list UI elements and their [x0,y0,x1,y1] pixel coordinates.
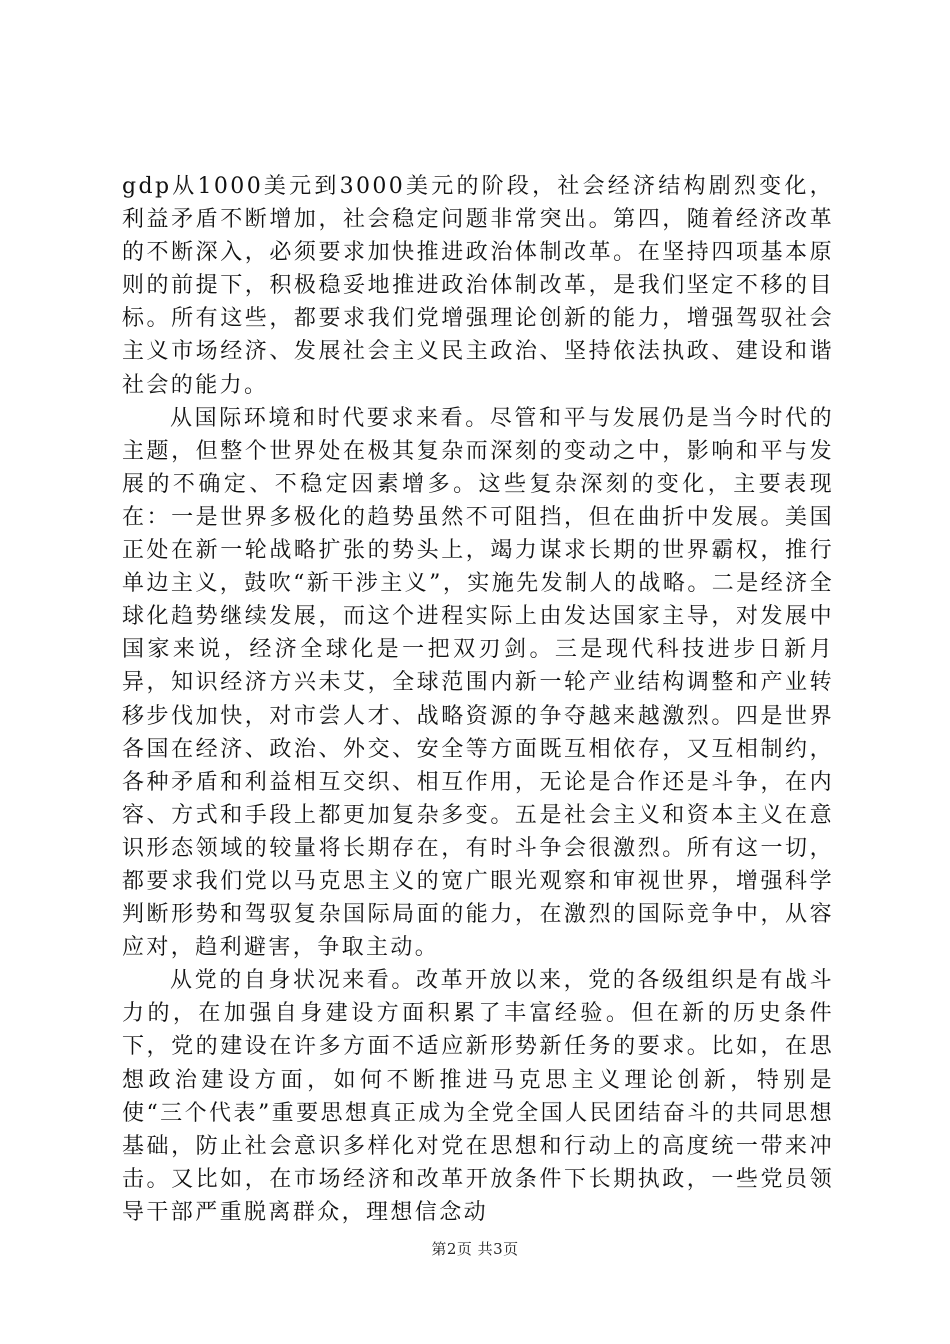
page-footer: 第2页 共3页 [431,1240,519,1258]
paragraph-2: 从国际环境和时代要求来看。尽管和平与发展仍是当今时代的主题，但整个世界处在极其复杂而深刻的变动之中，影响和平与发展的不确定、不稳定因素增多。这些复杂深刻的变化，主要表现在：一是世界多极化的趋势虽然不可阻挡，但在曲折中发展。美国正处在新一轮战略扩张的势头上，竭力谋求长期的世界霸权，推行单边主义，鼓吹“新干涉主义”，实施先发制人的战略。二是经济全球化趋势继续发展，而这个进程实际上由发达国家主导，对发展中国家来说，经济全球化是一把双刃剑。三是现代科技进步日新月异，知识经济方兴未艾，全球范围内新一轮产业结构调整和产业转移步伐加快，对市尝人才、战略资源的争夺越来越激烈。四是世界各国在经济、政治、外交、安全等方面既互相依存，又互相制约，各种矛盾和利益相互交织、相互作用，无论是合作还是斗争，在内容、方式和手段上都更加复杂多变。五是社会主义和资本主义在意识形态领域的较量将长期存在，有时斗争会很激烈。所有这一切，都要求我们党以马克思主义的宽广眼光观察和审视世界，增强科学判断形势和驾驭复杂国际局面的能力，在激烈的国际竞争中，从容应对，趋利避害，争取主动。 [122,405,834,961]
paragraph-1: gdp从1000美元到3000美元的阶段，社会经济结构剧烈变化，利益矛盾不断增加，社会稳定问题非常突出。第四，随着经济改革的不断深入，必须要求加快推进政治体制改革。在坚持四项基本原则的前提下，积极稳妥地推进政治体制改革，是我们坚定不移的目标。所有这些，都要求我们党增强理论创新的能力，增强驾驭社会主义市场经济、发展社会主义民主政治、坚持依法执政、建设和谐社会的能力。 [122,174,834,398]
document-body [122,170,834,1229]
paragraph-3: 从党的自身状况来看。改革开放以来，党的各级组织是有战斗力的，在加强自身建设方面积累了丰富经验。但在新的历史条件下，党的建设在许多方面不适应新形势新任务的要求。比如，在思想政治建设方面，如何不断推进马克思主义理论创新，特别是使“三个代表”重要思想真正成为全党全国人民团结奋斗的共同思想基础，防止社会意识多样化对党在思想和行动上的高度统一带来冲击。又比如，在市场经济和改革开放条件下长期执政，一些党员领导干部严重脱离群众，理想信念动 [122,968,834,1225]
